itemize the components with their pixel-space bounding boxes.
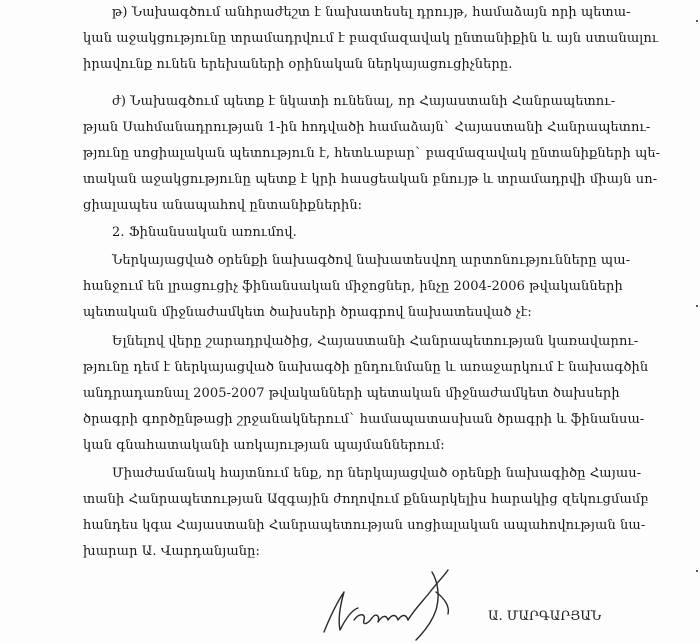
scan-mark: [696, 570, 698, 572]
text-line: Միաժամանակ հայտնում ենք, որ ներկայացված օրենքի նախագիծը Հայաս-: [112, 466, 642, 481]
signer-name: Ա. ՄԱՐԳԱՐՅԱՆ: [488, 609, 602, 624]
text-line: ցիալապես անապահով ընտանիքներին:: [83, 198, 363, 213]
text-line: խարար Ա. Վարդանյանը:: [83, 544, 261, 559]
text-line: թյունը սոցիալական պետություն է, հետևաբար` բազմազավակ ընտանիքների պե-: [83, 146, 661, 161]
scan-mark: [696, 305, 698, 307]
section-heading: 2. Ֆինանսական առումով.: [112, 225, 297, 240]
text-line: թյունը դեմ է ներկայացված նախագծի ընդունմանը և առաջարկում է նախագծին: [83, 360, 649, 375]
text-line: ժ) Նախագծում պետք է նկատի ունենալ, որ Հայաստանի Հանրապետու-: [112, 94, 616, 109]
text-line: թյան Սահմանադրության 1-ին հոդվածի համաձայն` Հայաստանի Հանրապետու-: [83, 120, 651, 135]
text-line: տական աջակցությունը պետք է կրի հասցեական բնույթ և տրամադրվի միայն սո-: [83, 172, 658, 187]
scan-mark: [696, 20, 698, 22]
text-line: Ելնելով վերը շարադրվածից, Հայաստանի Հանրապետության կառավարու-: [112, 334, 639, 349]
text-line: կան գնահատականի առկայության պայմաններում:: [83, 438, 445, 453]
text-line: կան աջակցությունը տրամադրվում է բազմազավակ ընտանիքին և այն ստանալու: [83, 31, 659, 46]
text-line: թ) Նախագծում անհրաժեշտ է նախատեսել դրույթ, համաձայն որի պետա-: [112, 5, 631, 20]
text-line: իրավունք ունեն երեխաների օրինական ներկայացուցիչները.: [83, 57, 513, 72]
text-line: հանջում են լրացուցիչ ֆինանսական միջոցներ, ինչը 2004-2006 թվականների: [83, 279, 623, 294]
text-line: ծրագրի գործընթացի շրջանակներում` համապատասխան ծրագրի և ֆինանսա-: [83, 412, 645, 427]
text-line: Ներկայացված օրենքի նախագծով նախատեսվող արտոնությունները պա-: [112, 253, 631, 268]
text-line: հանդես կգա Հայաստանի Հանրապետության սոցիալական ապահովության նա-: [83, 518, 646, 533]
text-line: պետական միջնաժամկետ ծախսերի ծրագրով նախատեսված չէ:: [83, 305, 532, 320]
signature-image: [318, 562, 468, 642]
text-line: անդրադառնալ 2005-2007 թվականների պետական միջնաժամկետ ծախսերի: [83, 386, 620, 401]
text-line: տանի Հանրապետության Ազգային ժողովում քննարկելիս հարակից զեկուցմամբ: [83, 492, 649, 507]
